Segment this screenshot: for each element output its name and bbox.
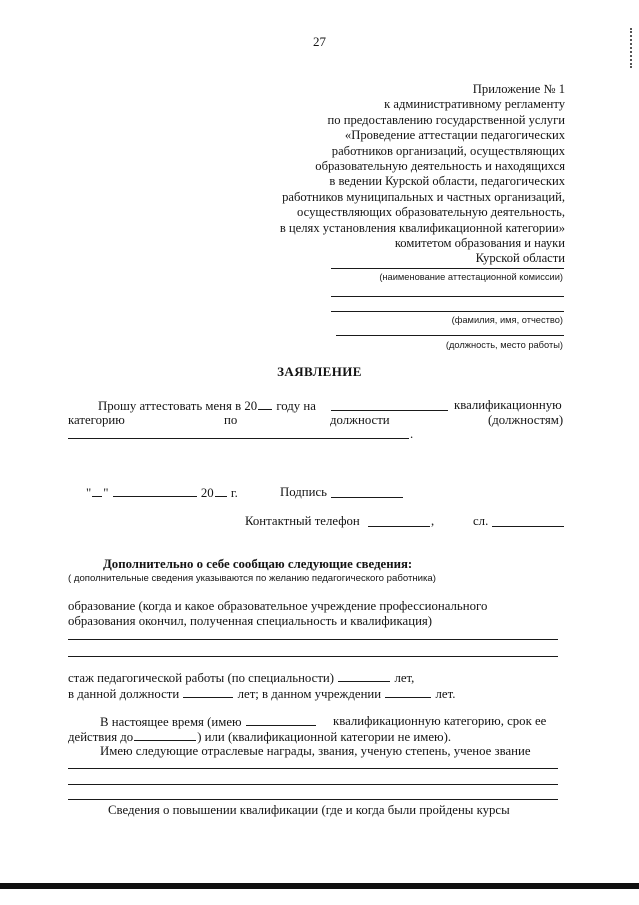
- scan-bottom-bar: [0, 883, 639, 889]
- appendix-header: [280, 82, 565, 267]
- quote-open: ": [86, 486, 92, 500]
- appendix-line: комитетом образования и науки: [394, 236, 565, 251]
- request-end-period: .: [410, 427, 414, 441]
- stazh-text-1: стаж педагогической работы (по специальности): [68, 671, 335, 685]
- appendix-line: Курской области: [475, 251, 565, 266]
- cell-label: сл.: [473, 514, 489, 528]
- additional-heading: Дополнительно о себе сообщаю следующие сведения:: [103, 557, 413, 571]
- stazh-text-3: в данной должности: [68, 687, 180, 701]
- request-word-positions: (должностям): [488, 413, 564, 427]
- request-text-3: квалификационную: [454, 398, 562, 412]
- fio-field-line-2[interactable]: [331, 311, 564, 312]
- appendix-line: работников муниципальных и частных организаций,: [282, 189, 565, 204]
- day-field[interactable]: [92, 485, 102, 497]
- awards-field-line-1[interactable]: [68, 768, 558, 769]
- appendix-line: к административному регламенту: [384, 97, 565, 112]
- education-field-line-2[interactable]: [68, 656, 558, 657]
- education-text-2: образования окончил, полученная специальность и квалификация): [68, 614, 433, 628]
- year-suffix: г.: [230, 486, 238, 500]
- fio-field-line-1[interactable]: [331, 296, 564, 297]
- category-text-2: квалификационную категорию, срок ее: [333, 714, 547, 728]
- scan-edge-marks: [630, 28, 635, 68]
- additional-note: ( дополнительные сведения указываются по желанию педагогического работника): [68, 573, 436, 584]
- phone-label: Контактный телефон: [245, 514, 360, 528]
- position-caption: (должность, место работы): [445, 340, 563, 350]
- stazh-line-2: [68, 686, 455, 702]
- appendix-line: работников организаций, осуществляющих: [331, 143, 565, 158]
- month-field[interactable]: [113, 485, 197, 497]
- request-word-category: категорию: [68, 413, 125, 427]
- request-text-2: году на: [276, 399, 316, 413]
- stazh-position-field[interactable]: [183, 686, 233, 698]
- phone-field-line[interactable]: [368, 526, 430, 527]
- cell-field-line[interactable]: [492, 526, 564, 527]
- category-text-4: ) или (квалификационной категории не имею).: [197, 730, 452, 744]
- sign-year-field[interactable]: [215, 485, 227, 497]
- appendix-line: образовательную деятельность и находящихся: [315, 159, 565, 174]
- signature-field-line[interactable]: [331, 497, 403, 498]
- awards-field-line-3[interactable]: [68, 799, 558, 800]
- stazh-text-5: лет.: [435, 687, 456, 701]
- awards-field-line-2[interactable]: [68, 784, 558, 785]
- commission-caption: (наименование аттестационной комиссии): [379, 272, 563, 282]
- request-word-po: по: [224, 413, 238, 427]
- appendix-line: в ведении Курской области, педагогических: [329, 174, 565, 189]
- document-title: ЗАЯВЛЕНИЕ: [277, 364, 362, 379]
- request-word-position: должности: [330, 413, 390, 427]
- education-text-1: образование (когда и какое образовательное учреждение профессионального: [68, 599, 488, 613]
- category-line-2: [68, 729, 451, 745]
- category-text-3: действия до: [68, 730, 134, 744]
- position-field-line[interactable]: [336, 335, 564, 336]
- stazh-text-4: лет; в данном учреждении: [237, 687, 382, 701]
- current-category-field[interactable]: [246, 714, 316, 726]
- date-line: [86, 485, 238, 501]
- category-text-1: В настоящее время (имею: [100, 715, 242, 729]
- position-name-field-line[interactable]: [68, 438, 409, 439]
- appendix-line: «Проведение аттестации педагогических: [344, 128, 565, 143]
- stazh-text-2: лет,: [394, 671, 415, 685]
- year-field[interactable]: [258, 398, 272, 410]
- validity-field[interactable]: [134, 729, 196, 741]
- awards-text: Имею следующие отраслевые награды, звания, ученую степень, ученое звание: [100, 744, 531, 758]
- category-line-1: [100, 714, 317, 730]
- education-field-line-1[interactable]: [68, 639, 558, 640]
- quote-close: ": [103, 486, 109, 500]
- fio-caption: (фамилия, имя, отчество): [451, 315, 563, 325]
- commission-field-line[interactable]: [331, 268, 564, 269]
- request-text-1: Прошу аттестовать меня в 20: [98, 399, 258, 413]
- appendix-line: осуществляющих образовательную деятельность,: [297, 205, 565, 220]
- page-number: 27: [313, 34, 326, 49]
- category-field-line[interactable]: [331, 410, 448, 411]
- stazh-institution-field[interactable]: [385, 686, 431, 698]
- year-prefix: 20: [200, 486, 214, 500]
- request-line-1: [98, 398, 316, 414]
- appendix-line: в целях установления квалификационной категории»: [279, 220, 565, 235]
- courses-text: Сведения о повышении квалификации (где и когда были пройдены курсы: [108, 803, 510, 817]
- appendix-line: Приложение № 1: [472, 82, 565, 96]
- phone-comma: ,: [431, 514, 435, 528]
- sign-label: Подпись: [280, 485, 327, 499]
- stazh-total-field[interactable]: [338, 670, 390, 682]
- stazh-line-1: [68, 670, 414, 686]
- appendix-line: по предоставлению государственной услуги: [327, 112, 565, 127]
